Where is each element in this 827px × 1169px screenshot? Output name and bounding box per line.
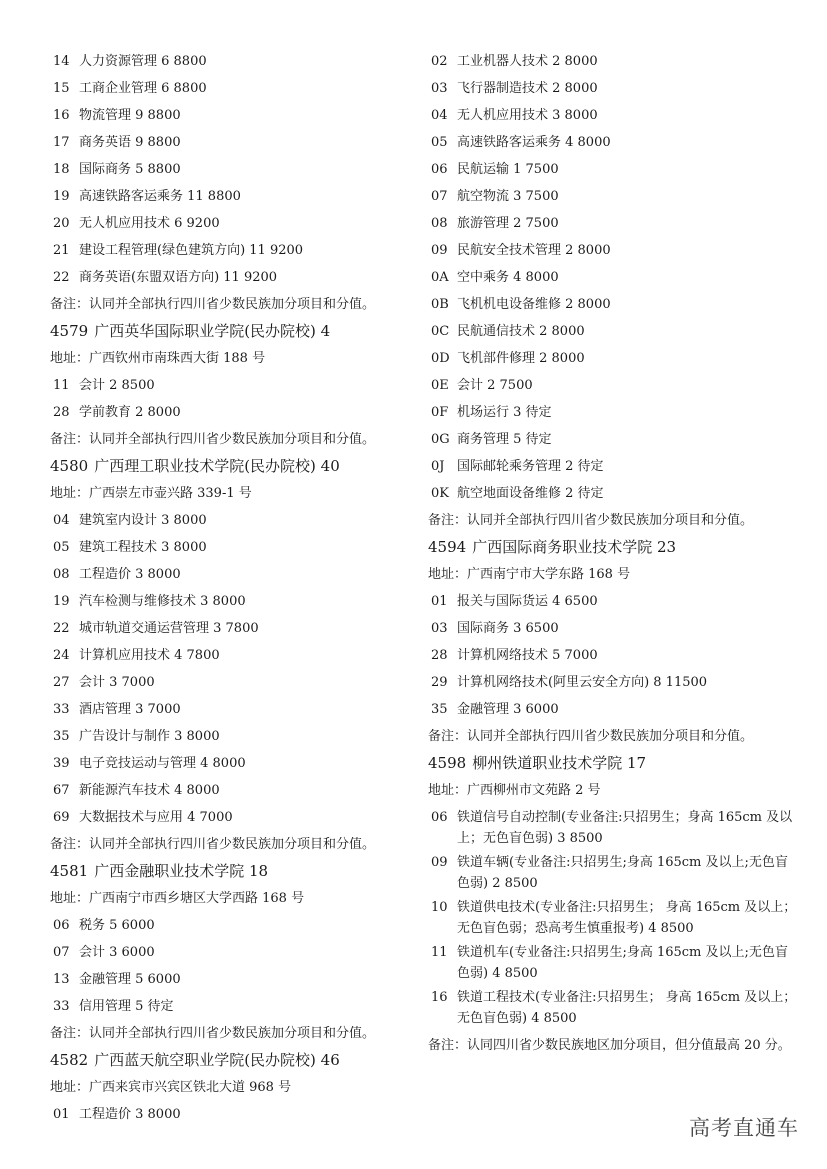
remark-note: 备注：认同四川省少数民族地区加分项目，但分值最高 20 分。 (428, 1038, 791, 1053)
major-entry (50, 129, 420, 156)
major-code: 67 (53, 783, 70, 798)
major-text: 报关与国际货运 4 6500 (457, 594, 598, 609)
major-entry (428, 453, 798, 480)
major-entry (50, 993, 420, 1020)
school-address: 地址：广西崇左市壶兴路 339-1 号 (50, 486, 252, 501)
major-entry (50, 507, 420, 534)
major-code: 17 (53, 135, 70, 150)
major-code: 16 (53, 108, 70, 123)
major-entry (428, 210, 798, 237)
major-entry (428, 696, 798, 723)
watermark-logo: 高考直通车 (689, 1116, 799, 1140)
major-text: 民航安全技术管理 2 8000 (457, 243, 611, 258)
major-code: 21 (53, 243, 70, 258)
major-entry (50, 264, 420, 291)
major-code: 04 (431, 108, 448, 123)
major-entry (50, 1101, 420, 1128)
school-name: 柳州铁道职业技术学院 17 (472, 754, 647, 772)
major-code: 05 (431, 135, 448, 150)
major-entry (50, 561, 420, 588)
major-code: 07 (431, 189, 448, 204)
major-text: 工程造价 3 8000 (79, 1107, 181, 1122)
major-text: 铁道机车(专业备注:只招男生;身高 165cm 及以上;无色盲色弱) 4 8500 (457, 945, 788, 981)
major-text: 国际商务 3 6500 (457, 621, 559, 636)
school-code: 4581 (50, 862, 89, 880)
major-code: 07 (53, 945, 70, 960)
school-name: 广西英华国际职业学院(民办院校) 4 (94, 322, 331, 340)
major-text: 民航运输 1 7500 (457, 162, 559, 177)
major-text: 高速铁路客运乘务 11 8800 (79, 189, 241, 204)
major-text: 工程造价 3 8000 (79, 567, 181, 582)
major-code: 33 (53, 702, 70, 717)
major-entry (50, 669, 420, 696)
major-code: 0B (431, 297, 449, 312)
major-entry (50, 75, 420, 102)
major-text: 学前教育 2 8000 (79, 405, 181, 420)
major-text: 国际商务 5 8800 (79, 162, 181, 177)
major-entry (50, 399, 420, 426)
major-entry (50, 156, 420, 183)
major-code: 06 (431, 810, 448, 825)
major-code: 22 (53, 270, 70, 285)
major-text: 高速铁路客运乘务 4 8000 (457, 135, 611, 150)
major-text: 大数据技术与应用 4 7000 (79, 810, 233, 825)
school-code: 4580 (50, 457, 89, 475)
major-code: 28 (431, 648, 448, 663)
remark-note: 备注：认同并全部执行四川省少数民族加分项目和分值。 (50, 432, 376, 447)
major-entry (428, 807, 798, 849)
school-address: 地址：广西南宁市大学东路 168 号 (428, 567, 631, 582)
major-text: 汽车检测与维修技术 3 8000 (79, 594, 246, 609)
major-entry (50, 804, 420, 831)
major-text: 会计 3 7000 (79, 675, 155, 690)
major-text: 国际邮轮乘务管理 2 待定 (457, 459, 604, 474)
major-code: 28 (53, 405, 70, 420)
major-code: 0C (431, 324, 450, 339)
major-code: 13 (53, 972, 70, 987)
major-code: 05 (53, 540, 70, 555)
school-address: 地址：广西柳州市文苑路 2 号 (428, 783, 601, 798)
major-entry (428, 897, 798, 939)
major-text: 铁道信号自动控制(专业备注:只招男生；身高 165cm 及以上；无色盲色弱) 3 8500 (457, 810, 793, 846)
left-column (50, 48, 420, 1128)
major-text: 铁道车辆(专业备注:只招男生;身高 165cm 及以上;无色盲色弱) 2 8500 (457, 855, 788, 891)
major-entry (428, 264, 798, 291)
school-code: 4579 (50, 322, 89, 340)
major-code: 0A (431, 270, 449, 285)
major-code: 11 (53, 378, 70, 393)
school-code: 4594 (428, 538, 467, 556)
major-text: 广告设计与制作 3 8000 (79, 729, 220, 744)
major-code: 39 (53, 756, 70, 771)
school-heading (50, 453, 420, 480)
major-text: 酒店管理 3 7000 (79, 702, 181, 717)
major-code: 33 (53, 999, 70, 1014)
major-entry (50, 48, 420, 75)
major-code: 09 (431, 855, 448, 870)
major-entry (428, 480, 798, 507)
major-entry (428, 345, 798, 372)
major-code: 0G (431, 432, 450, 447)
major-text: 机场运行 3 待定 (457, 405, 552, 420)
major-entry (428, 852, 798, 894)
major-code: 27 (53, 675, 70, 690)
major-text: 飞机机电设备维修 2 8000 (457, 297, 611, 312)
major-entry (50, 750, 420, 777)
major-text: 民航通信技术 2 8000 (457, 324, 585, 339)
major-text: 物流管理 9 8800 (79, 108, 181, 123)
major-code: 20 (53, 216, 70, 231)
major-entry (50, 372, 420, 399)
major-text: 飞行器制造技术 2 8000 (457, 81, 598, 96)
major-entry (50, 588, 420, 615)
major-text: 信用管理 5 待定 (79, 999, 174, 1014)
major-text: 建筑工程技术 3 8000 (79, 540, 207, 555)
major-text: 计算机网络技术 5 7000 (457, 648, 598, 663)
school-name: 广西国际商务职业技术学院 23 (472, 538, 677, 556)
major-code: 0D (431, 351, 450, 366)
major-entry (428, 372, 798, 399)
major-code: 24 (53, 648, 70, 663)
major-text: 电子竞技运动与管理 4 8000 (79, 756, 246, 771)
major-entry (50, 534, 420, 561)
major-entry (428, 669, 798, 696)
major-entry (50, 777, 420, 804)
school-heading (428, 534, 798, 561)
major-text: 无人机应用技术 6 9200 (79, 216, 220, 231)
major-code: 29 (431, 675, 448, 690)
major-text: 建设工程管理(绿色建筑方向) 11 9200 (79, 243, 304, 258)
major-entry (50, 966, 420, 993)
major-code: 16 (431, 990, 448, 1005)
school-heading (50, 1047, 420, 1074)
major-code: 0K (431, 486, 449, 501)
remark-note: 备注：认同并全部执行四川省少数民族加分项目和分值。 (50, 1026, 376, 1041)
major-text: 旅游管理 2 7500 (457, 216, 559, 231)
major-code: 01 (431, 594, 448, 609)
school-address: 地址：广西来宾市兴宾区铁北大道 968 号 (50, 1080, 292, 1095)
major-text: 城市轨道交通运营管理 3 7800 (79, 621, 259, 636)
school-name: 广西金融职业技术学院 18 (94, 862, 269, 880)
major-code: 14 (53, 54, 70, 69)
major-entry (50, 912, 420, 939)
major-text: 税务 5 6000 (79, 918, 155, 933)
major-entry (428, 615, 798, 642)
major-text: 计算机应用技术 4 7800 (79, 648, 220, 663)
major-text: 人力资源管理 6 8800 (79, 54, 207, 69)
major-code: 03 (431, 621, 448, 636)
major-text: 空中乘务 4 8000 (457, 270, 559, 285)
remark-note: 备注：认同并全部执行四川省少数民族加分项目和分值。 (50, 837, 376, 852)
major-text: 金融管理 3 6000 (457, 702, 559, 717)
remark-note: 备注：认同并全部执行四川省少数民族加分项目和分值。 (428, 513, 754, 528)
major-entry (50, 183, 420, 210)
major-code: 0J (431, 459, 445, 474)
major-code: 06 (431, 162, 448, 177)
major-text: 会计 2 7500 (457, 378, 533, 393)
major-text: 飞机部件修理 2 8000 (457, 351, 585, 366)
major-code: 18 (53, 162, 70, 177)
major-text: 商务英语 9 8800 (79, 135, 181, 150)
major-text: 无人机应用技术 3 8000 (457, 108, 598, 123)
major-entry (50, 723, 420, 750)
major-code: 0E (431, 378, 449, 393)
major-entry (428, 102, 798, 129)
major-entry (428, 987, 798, 1029)
major-entry (428, 237, 798, 264)
major-code: 35 (431, 702, 448, 717)
major-text: 建筑室内设计 3 8000 (79, 513, 207, 528)
major-text: 会计 3 6000 (79, 945, 155, 960)
major-text: 商务英语(东盟双语方向) 11 9200 (79, 270, 278, 285)
major-entry (50, 642, 420, 669)
major-entry (428, 48, 798, 75)
school-code: 4598 (428, 754, 467, 772)
major-code: 09 (431, 243, 448, 258)
school-heading (428, 750, 798, 777)
major-text: 工商企业管理 6 8800 (79, 81, 207, 96)
school-code: 4582 (50, 1051, 89, 1069)
major-entry (428, 129, 798, 156)
major-code: 04 (53, 513, 70, 528)
major-code: 22 (53, 621, 70, 636)
major-code: 15 (53, 81, 70, 96)
major-entry (50, 615, 420, 642)
remark-note: 备注：认同并全部执行四川省少数民族加分项目和分值。 (50, 297, 376, 312)
school-heading (50, 318, 420, 345)
major-entry (428, 942, 798, 984)
major-code: 03 (431, 81, 448, 96)
school-address: 地址：广西钦州市南珠西大街 188 号 (50, 351, 266, 366)
major-code: 01 (53, 1107, 70, 1122)
major-code: 02 (431, 54, 448, 69)
major-code: 08 (53, 567, 70, 582)
major-entry (428, 642, 798, 669)
major-text: 工业机器人技术 2 8000 (457, 54, 598, 69)
major-text: 新能源汽车技术 4 8000 (79, 783, 220, 798)
major-text: 航空地面设备维修 2 待定 (457, 486, 604, 501)
major-entry (428, 318, 798, 345)
major-code: 10 (431, 900, 448, 915)
major-text: 铁道工程技术(专业备注:只招男生； 身高 165cm 及以上；无色盲色弱) 4 8500 (457, 990, 797, 1026)
school-heading (50, 858, 420, 885)
major-entry (428, 426, 798, 453)
remark-note: 备注：认同并全部执行四川省少数民族加分项目和分值。 (428, 729, 754, 744)
school-name: 广西蓝天航空职业学院(民办院校) 46 (94, 1051, 340, 1069)
major-text: 航空物流 3 7500 (457, 189, 559, 204)
major-text: 商务管理 5 待定 (457, 432, 552, 447)
major-entry (428, 183, 798, 210)
major-text: 计算机网络技术(阿里云安全方向) 8 11500 (457, 675, 708, 690)
major-code: 08 (431, 216, 448, 231)
major-code: 19 (53, 189, 70, 204)
major-code: 19 (53, 594, 70, 609)
major-code: 35 (53, 729, 70, 744)
right-column (428, 48, 798, 1057)
major-entry (428, 291, 798, 318)
major-entry (50, 237, 420, 264)
major-entry (428, 588, 798, 615)
major-entry (428, 399, 798, 426)
major-entry (50, 210, 420, 237)
major-entry (50, 939, 420, 966)
major-code: 0F (431, 405, 449, 420)
major-text: 金融管理 5 6000 (79, 972, 181, 987)
major-code: 06 (53, 918, 70, 933)
school-name: 广西理工职业技术学院(民办院校) 40 (94, 457, 340, 475)
school-address: 地址：广西南宁市西乡塘区大学西路 168 号 (50, 891, 305, 906)
major-entry (428, 156, 798, 183)
major-code: 69 (53, 810, 70, 825)
major-text: 会计 2 8500 (79, 378, 155, 393)
major-text: 铁道供电技术(专业备注:只招男生； 身高 165cm 及以上；无色盲色弱；恐高考生慎重报考) 4 8500 (457, 900, 797, 936)
major-entry (50, 696, 420, 723)
major-entry (428, 75, 798, 102)
major-code: 11 (431, 945, 448, 960)
major-entry (50, 102, 420, 129)
